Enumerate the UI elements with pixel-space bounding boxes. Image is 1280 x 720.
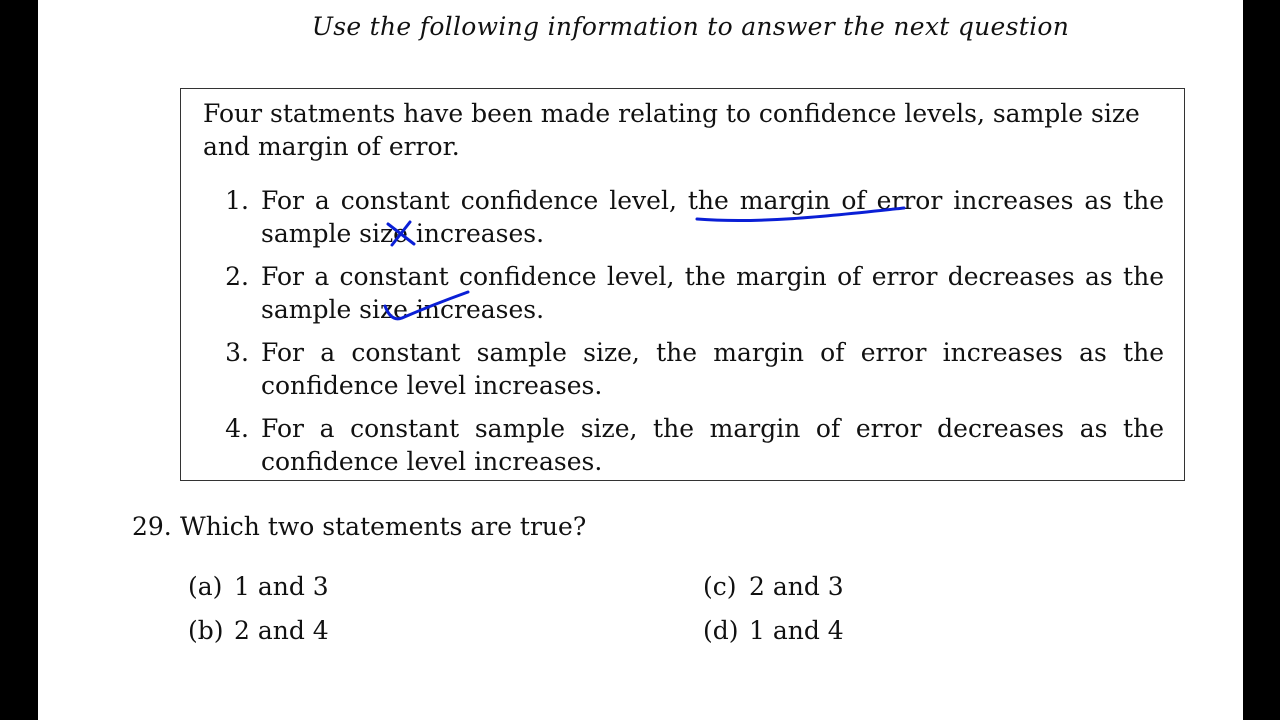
statement-text: For a constant confidence level, the margin of error decreases as the sample size increases. [261, 262, 1164, 324]
option-letter: (d) [703, 616, 739, 645]
option-text: 1 and 3 [234, 572, 329, 601]
statement-number: 3. [225, 338, 249, 367]
option-a[interactable] [188, 572, 329, 601]
option-letter: (b) [188, 616, 224, 645]
statement-list [181, 89, 1184, 480]
statement-number: 2. [225, 262, 249, 291]
statement-text: For a constant sample size, the margin of error decreases as the confidence level increases. [261, 414, 1164, 476]
question-text: Which two statements are true? [180, 512, 587, 541]
option-text: 2 and 4 [234, 616, 329, 645]
statement-number: 1. [225, 186, 249, 215]
option-text: 2 and 3 [749, 572, 844, 601]
question-number: 29. [132, 512, 172, 541]
info-box [180, 88, 1185, 481]
option-letter: (a) [188, 572, 223, 601]
option-c[interactable] [703, 572, 844, 601]
option-letter: (c) [703, 572, 737, 601]
option-d[interactable] [703, 616, 844, 645]
statement-number: 4. [225, 414, 249, 443]
statement-text: For a constant sample size, the margin of error increases as the confidence level increases. [261, 338, 1164, 400]
document-page [38, 0, 1243, 720]
statement-text: For a constant confidence level, the margin of error increases as the sample size increases. [261, 186, 1164, 248]
option-b[interactable] [188, 616, 329, 645]
instruction-text: Use the following information to answer the next question [311, 12, 1070, 41]
option-text: 1 and 4 [749, 616, 844, 645]
intro-text: Four statments have been made relating to confidence levels, sample size and margin of error. [203, 99, 1140, 161]
